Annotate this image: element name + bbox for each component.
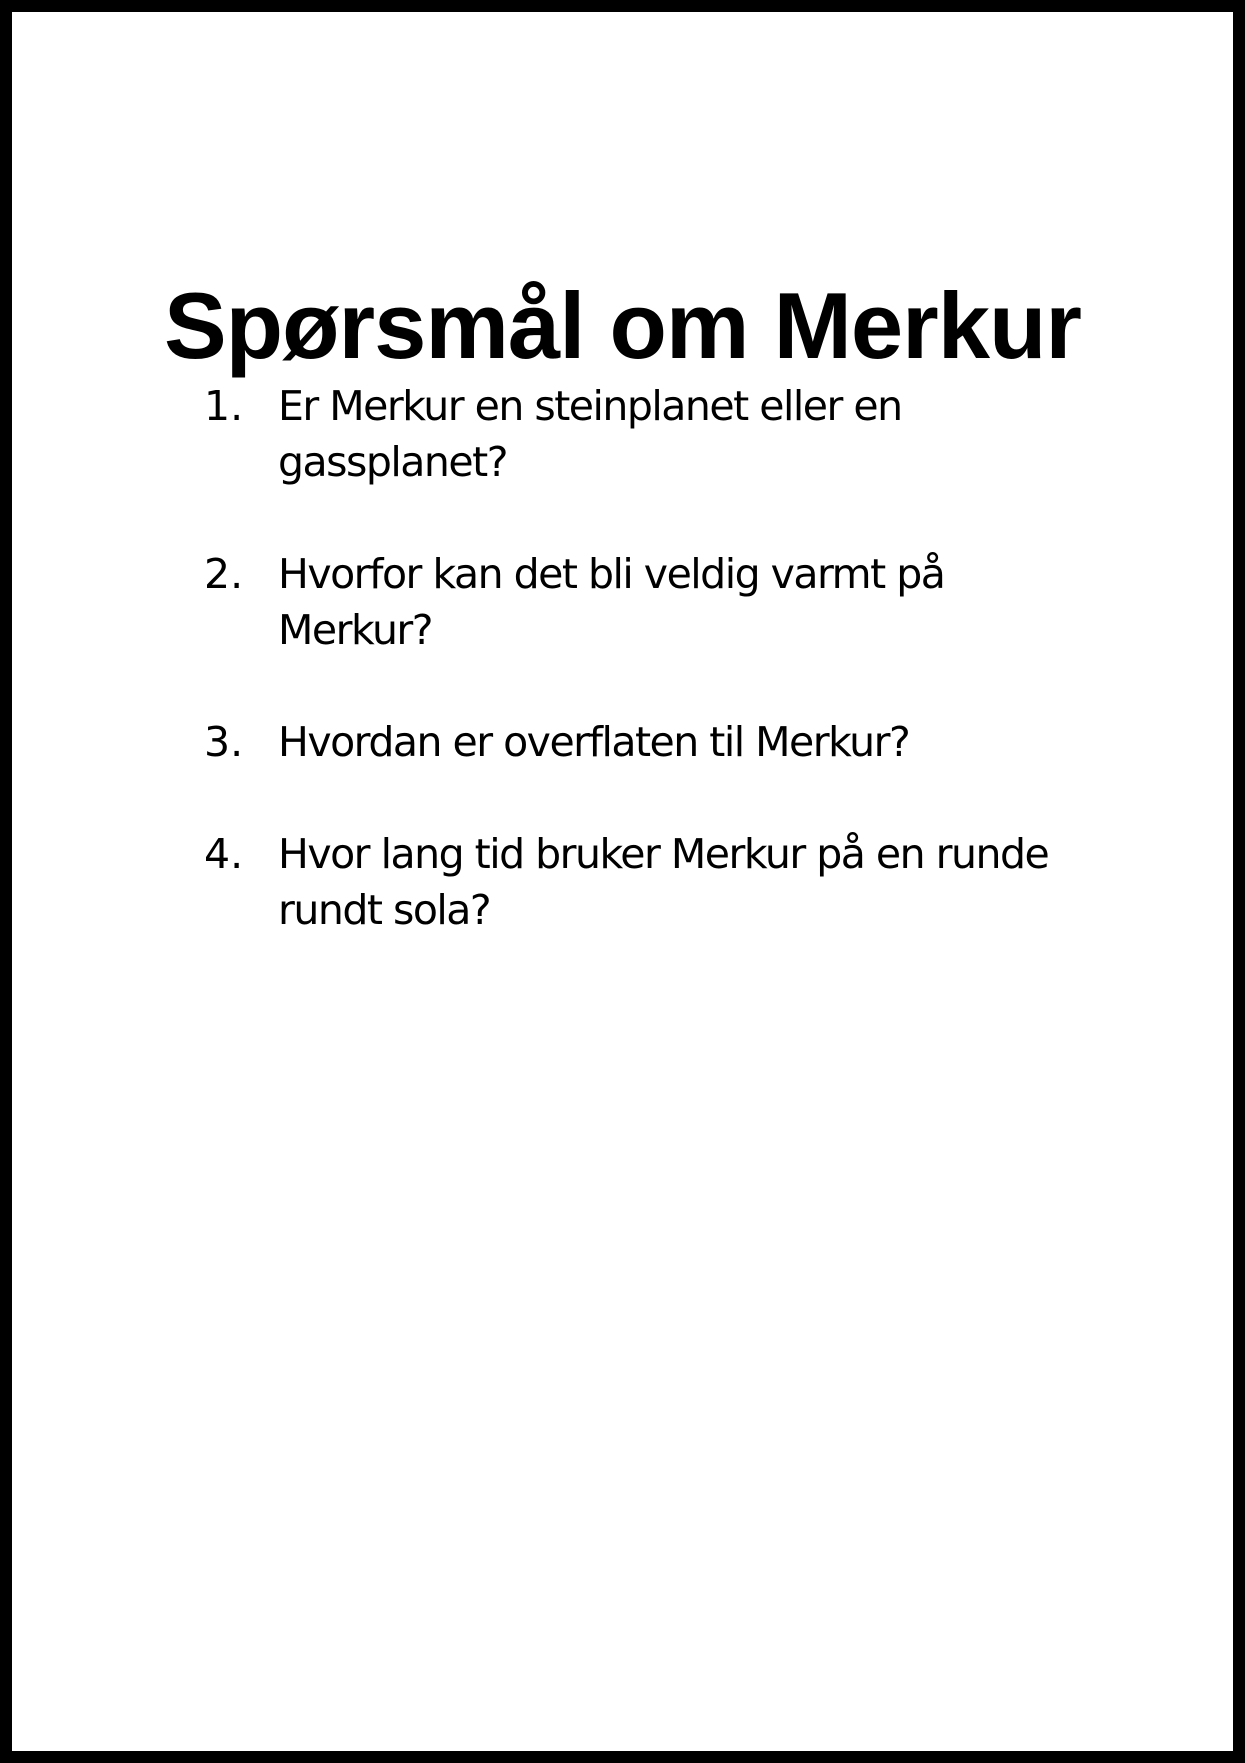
question-text: Er Merkur en steinplanet eller en gassplanet? <box>278 382 902 486</box>
question-item-4 <box>204 826 1104 938</box>
question-text: Hvorfor kan det bli veldig varmt på Merkur? <box>278 550 945 654</box>
question-list <box>204 378 1104 994</box>
question-number: 4. <box>204 830 244 878</box>
question-text: Hvordan er overflaten til Merkur? <box>278 718 910 766</box>
question-number: 1. <box>204 382 244 430</box>
page-title: Spørsmål om Merkur <box>163 272 1082 378</box>
question-item-2 <box>204 546 1104 658</box>
question-item-3 <box>204 714 1104 770</box>
question-number: 3. <box>204 718 244 766</box>
question-item-1 <box>204 378 1104 490</box>
question-text: Hvor lang tid bruker Merkur på en runde rundt sola? <box>278 830 1049 934</box>
worksheet-page <box>12 12 1233 1751</box>
question-number: 2. <box>204 550 244 598</box>
